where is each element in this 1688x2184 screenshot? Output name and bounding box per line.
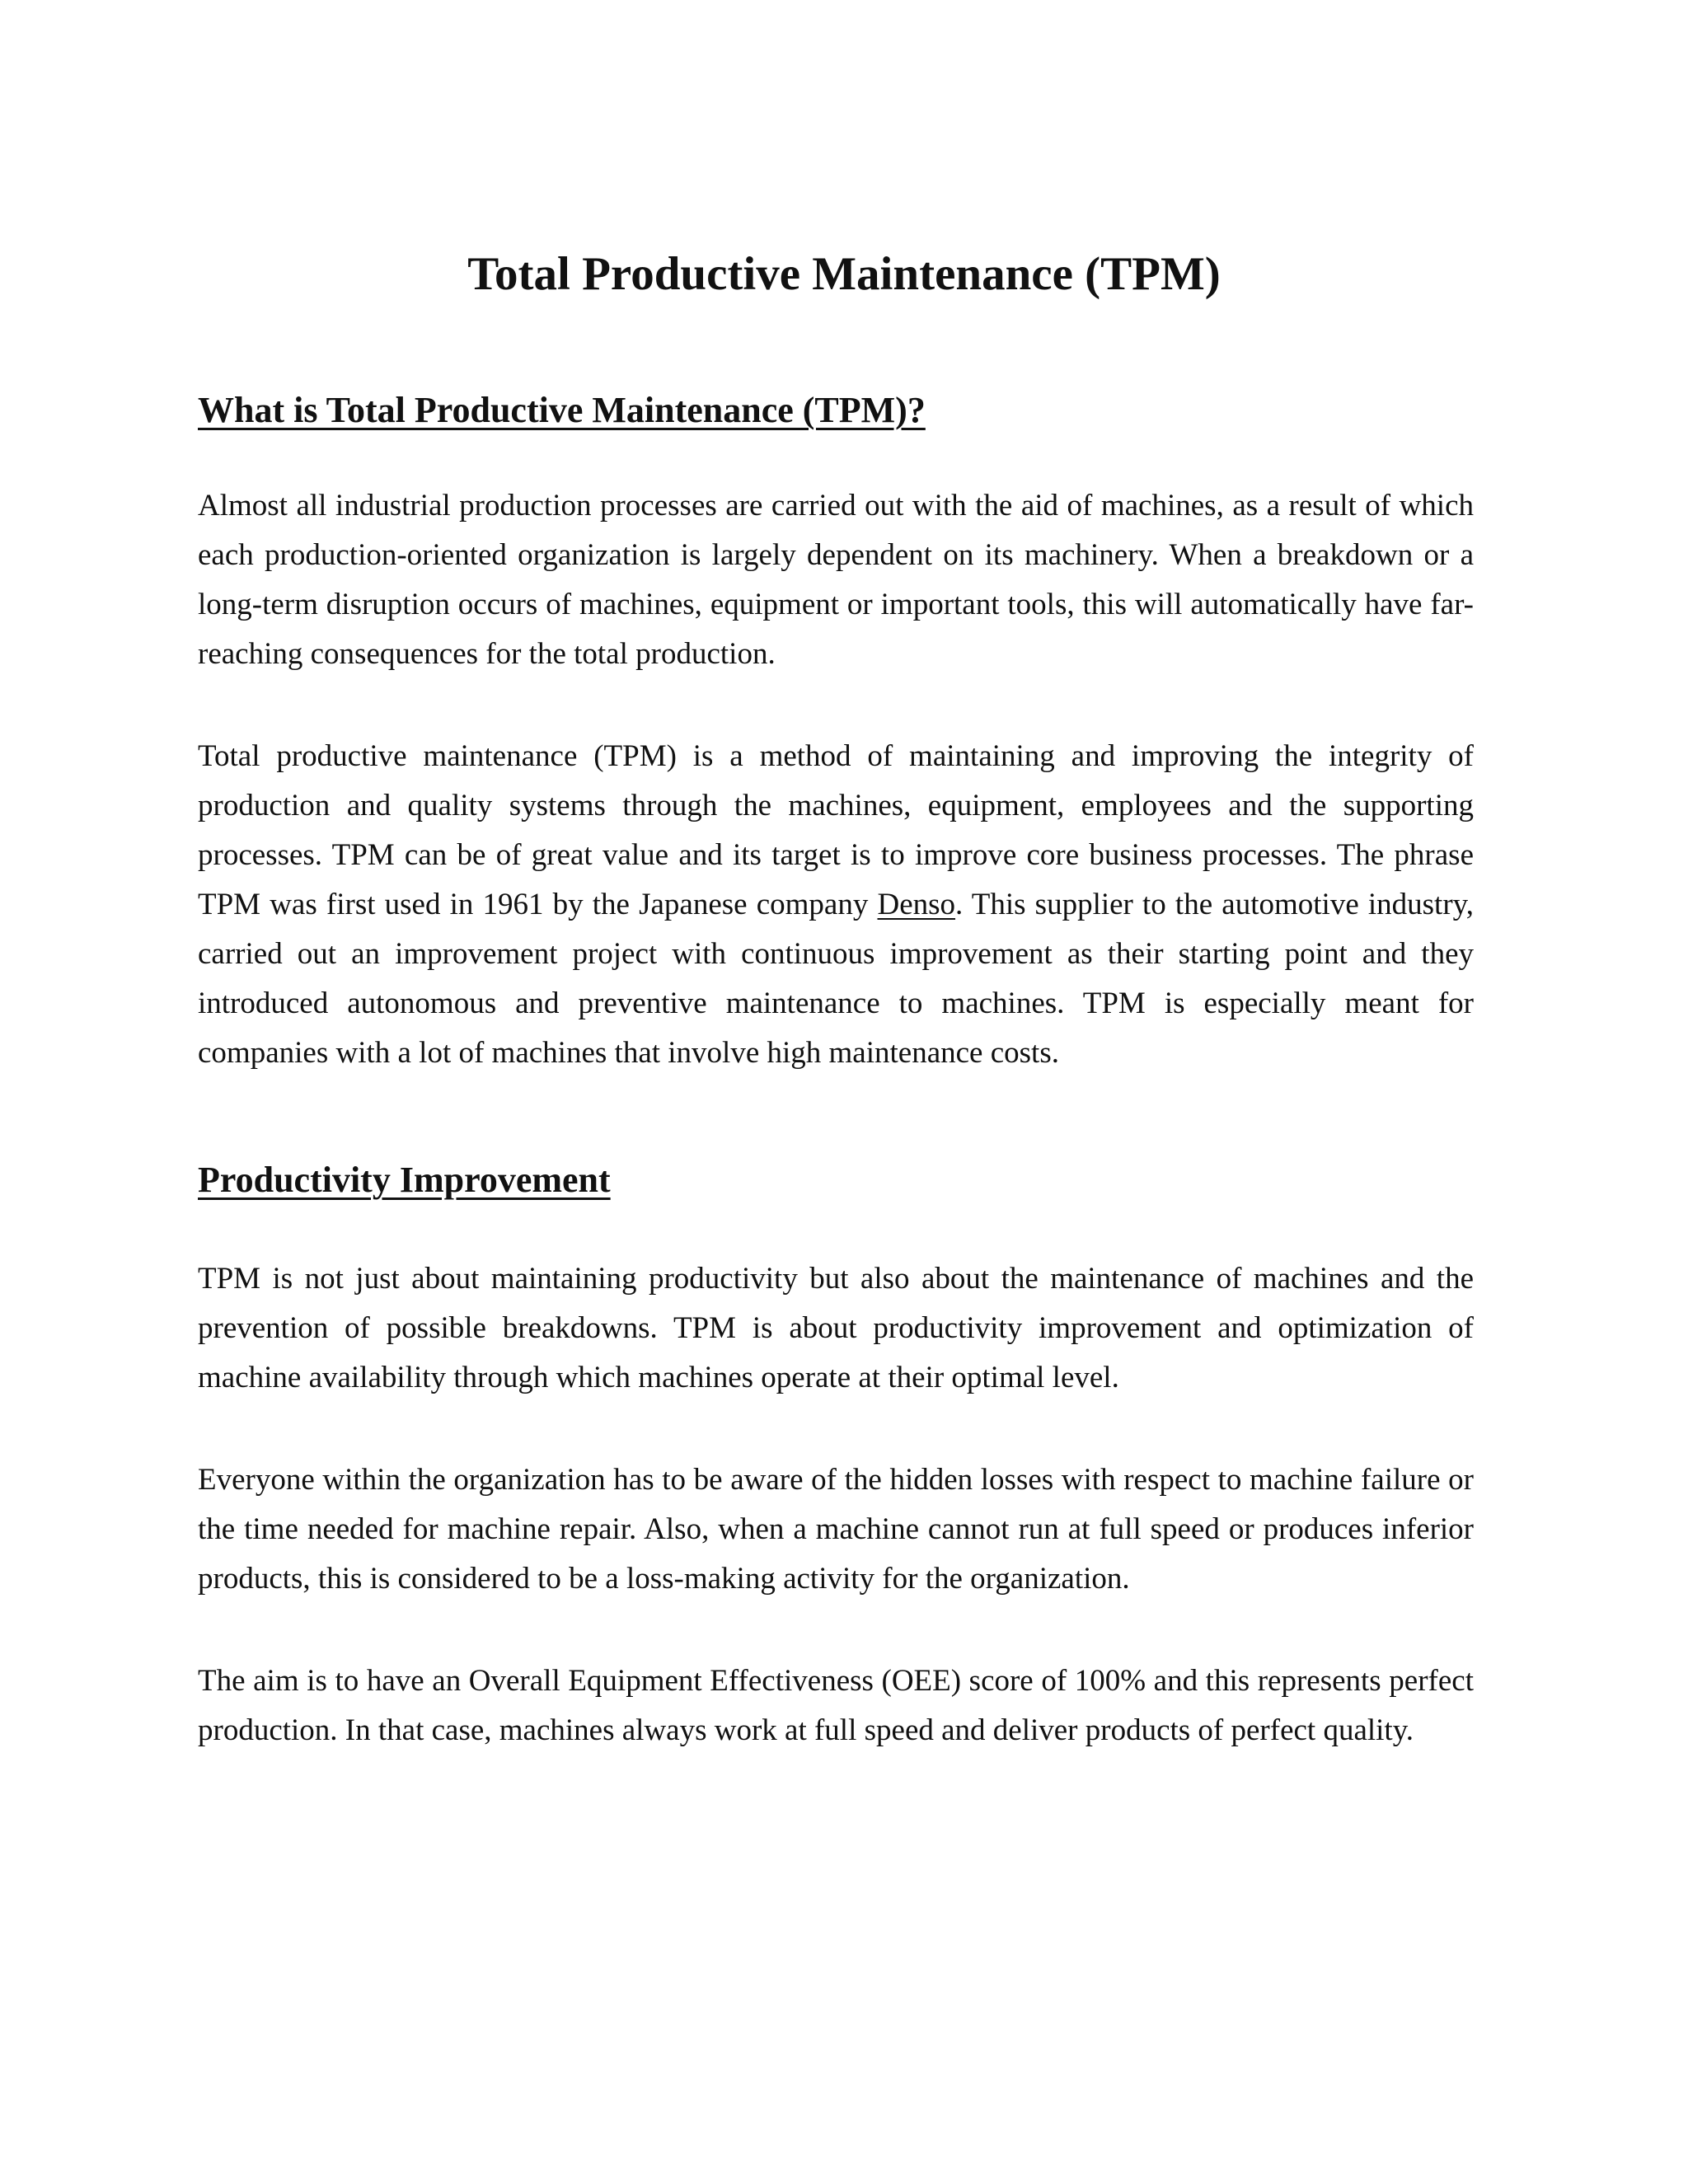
paragraph-maintaining-productivity: TPM is not just about maintaining productivity but also about the maintenance of machines and the prevention of possible breakdowns. TPM is about productivity improvement and optimization of machine availability through which machines operate at their optimal level.: [198, 1262, 1474, 1394]
paragraph-hidden-losses: Everyone within the organization has to be aware of the hidden losses with respect to machine failure or the time needed for machine repair. Also, when a machine cannot run at full speed or produces inferior products, this is considered to be a loss-making activity for the organization.: [198, 1463, 1474, 1596]
document-title: Total Productive Maintenance (TPM): [467, 248, 1221, 300]
section-heading-productivity-improvement: Productivity Improvement: [198, 1160, 611, 1200]
paragraph-text-after-link: . This supplier to the automotive industry, carried out an improvement project with continuous improvement as their starting point and they introduced autonomous and preventive maintenance to machines. TPM is especially meant for companies with a lot of machines that involve high maintenance costs.: [198, 888, 1474, 1070]
paragraph-text-before-link: Total productive maintenance (TPM) is a method of maintaining and improving the integrity of production and quality systems through the machines, equipment, employees and the supporting processes. TPM can be of great value and its target is to improve core business processes. The phrase TPM was first used in 1961 by the Japanese company: [198, 739, 1474, 921]
paragraph-intro: Almost all industrial production processes are carried out with the aid of machines, as a result of which each production-oriented organization is largely dependent on its machinery. When a breakdown or a long-term disruption occurs of machines, equipment or important tools, this will automatically have far-reaching consequences for the total production.: [198, 489, 1474, 671]
denso-link[interactable]: Denso: [877, 888, 956, 921]
section-heading-what-is-tpm: What is Total Productive Maintenance (TPM)?: [198, 390, 926, 430]
paragraph-tpm-definition: [198, 732, 1474, 1078]
paragraph-oee-aim: The aim is to have an Overall Equipment Effectiveness (OEE) score of 100% and this represents perfect production. In that case, machines always work at full speed and deliver products of perfect quality.: [198, 1664, 1474, 1747]
